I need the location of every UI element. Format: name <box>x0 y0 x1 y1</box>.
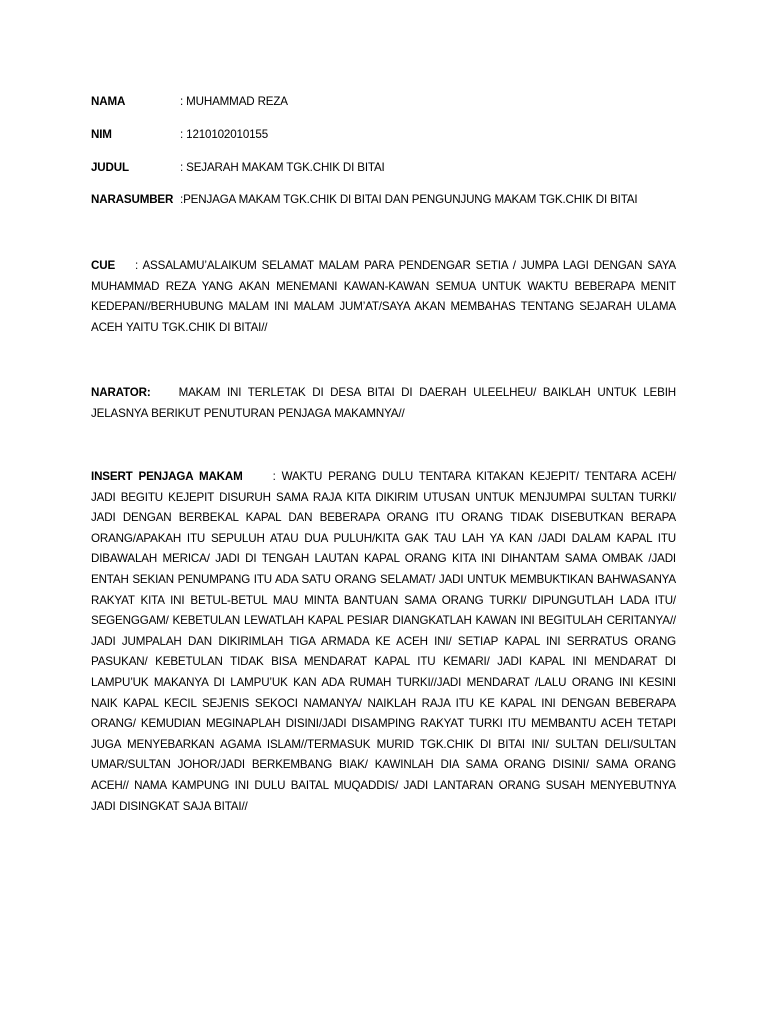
narasumber-value: :PENJAGA MAKAM TGK.CHIK DI BITAI DAN PENGUNJUNG MAKAM TGK.CHIK DI BITAI <box>180 193 638 206</box>
nim-label: NIM <box>91 128 112 141</box>
meta-row-nama <box>91 95 676 115</box>
judul-value: : SEJARAH MAKAM TGK.CHIK DI BITAI <box>180 161 385 174</box>
nama-value: : MUHAMMAD REZA <box>180 95 288 108</box>
nama-label: NAMA <box>91 95 126 108</box>
cue-text: : ASSALAMU’ALAIKUM SELAMAT MALAM PARA PENDENGAR SETIA / JUMPA LAGI DENGAN SAYA MUHAMMAD REZA YANG AKAN MENEMANI KAWAN-KAWAN SEMUA UNTUK WAKTU BEBERAPA MENIT KEDEPAN//BERHUBUNG MALAM INI MALAM JUM’AT/SAYA AKAN MEMBAHAS TENTANG SEJARAH ULAMA ACEH YAITU TGK.CHIK DI BITAI// <box>91 259 676 334</box>
meta-row-narasumber <box>91 193 676 213</box>
insert-text: : WAKTU PERANG DULU TENTARA KITAKAN KEJEPIT/ TENTARA ACEH/ JADI BEGITU KEJEPIT DISURUH SAMA RAJA KITA DIKIRIM UTUSAN UNTUK MENJUMPAI SULTAN TURKI/ JADI DENGAN BERBEKAL KAPAL DAN BEBERAPA ORANG ITU ORANG TIDAK DISEBUTKAN BERAPA ORANG/APAKAH ITU SEPULUH ATAU DUA PULUH/KITA GAK TAU LAH YA KAN /JADI DALAM KAPAL ITU DIBAWALAH MERICA/ JADI DI TENGAH LAUTAN KAPAL ORANG KITA INI DIHANTAM SAMA OMBAK /JADI ENTAH SEKIAN PENUMPANG ITU ADA SATU ORANG SELAMAT/ JADI UNTUK MEMBUKTIKAN BAHWASANYA RAKYAT KITA INI BETUL-BETUL MAU MINTA BANTUAN SAMA ORANG TURKI/ DIPUNGUTLAH LADA ITU/ SEGENGGAM/ KEBETULAN LEWATLAH KAPAL PESIAR DIANGKATLAH KAWAN INI BEGITULAH CERITANYA// JADI JUMPALAH DAN DIKIRIMLAH TIGA ARMADA KE ACEH INI/ SETIAP KAPAL INI SERRATUS ORANG PASUKAN/ KEBETULAN TIDAK BISA MENDARAT KAPAL ITU KEMARI/ JADI KAPAL INI MENDARAT DI LAMPU’UK MAKANYA DI LAMPU’UK KAN ADA RUMAH TURKI//JADI MENDARAT /LALU ORANG INI KESINI NAIK KAPAL KECIL SEJENIS SEKOCI NAMANYA/ NAIKLAH RAJA ITU KE KAPAL INI DENGAN BEBERAPA ORANG/ KEMUDIAN MEGINAPLAH DISINI/JADI DISAMPING RAKYAT TURKI ITU MEMBANTU ACEH TETAPI JUGA MENYEBARKAN AGAMA ISLAM//TERMASUK MURID TGK.CHIK DI BITAI INI/ SULTAN DELI/SULTAN UMAR/SULTAN JOHOR/JADI BERKEMBANG BIAK/ KAWINLAH DIA SAMA ORANG DISINI/ SAMA ORANG ACEH// NAMA KAMPUNG INI DULU BAITAL MUQADDIS/ JADI LANTARAN ORANG SUSAH MENYEBUTNYA JADI DISINGKAT SAJA BITAI// <box>91 470 676 813</box>
meta-row-judul <box>91 161 676 181</box>
judul-label: JUDUL <box>91 161 129 174</box>
narasumber-label: NARASUMBER <box>91 193 174 206</box>
meta-row-nim <box>91 128 676 148</box>
narator-text: MAKAM INI TERLETAK DI DESA BITAI DI DAERAH ULEELHEU/ BAIKLAH UNTUK LEBIH JELASNYA BERIKUT PENUTURAN PENJAGA MAKAMNYA// <box>91 386 676 420</box>
cue-paragraph <box>91 256 676 338</box>
narator-paragraph <box>91 383 676 424</box>
nim-value: : 1210102010155 <box>180 128 269 141</box>
insert-paragraph <box>91 467 676 817</box>
cue-label: CUE <box>91 259 116 272</box>
document-page <box>91 0 676 1024</box>
insert-label: INSERT PENJAGA MAKAM <box>91 470 243 483</box>
narator-label: NARATOR: <box>91 386 151 399</box>
